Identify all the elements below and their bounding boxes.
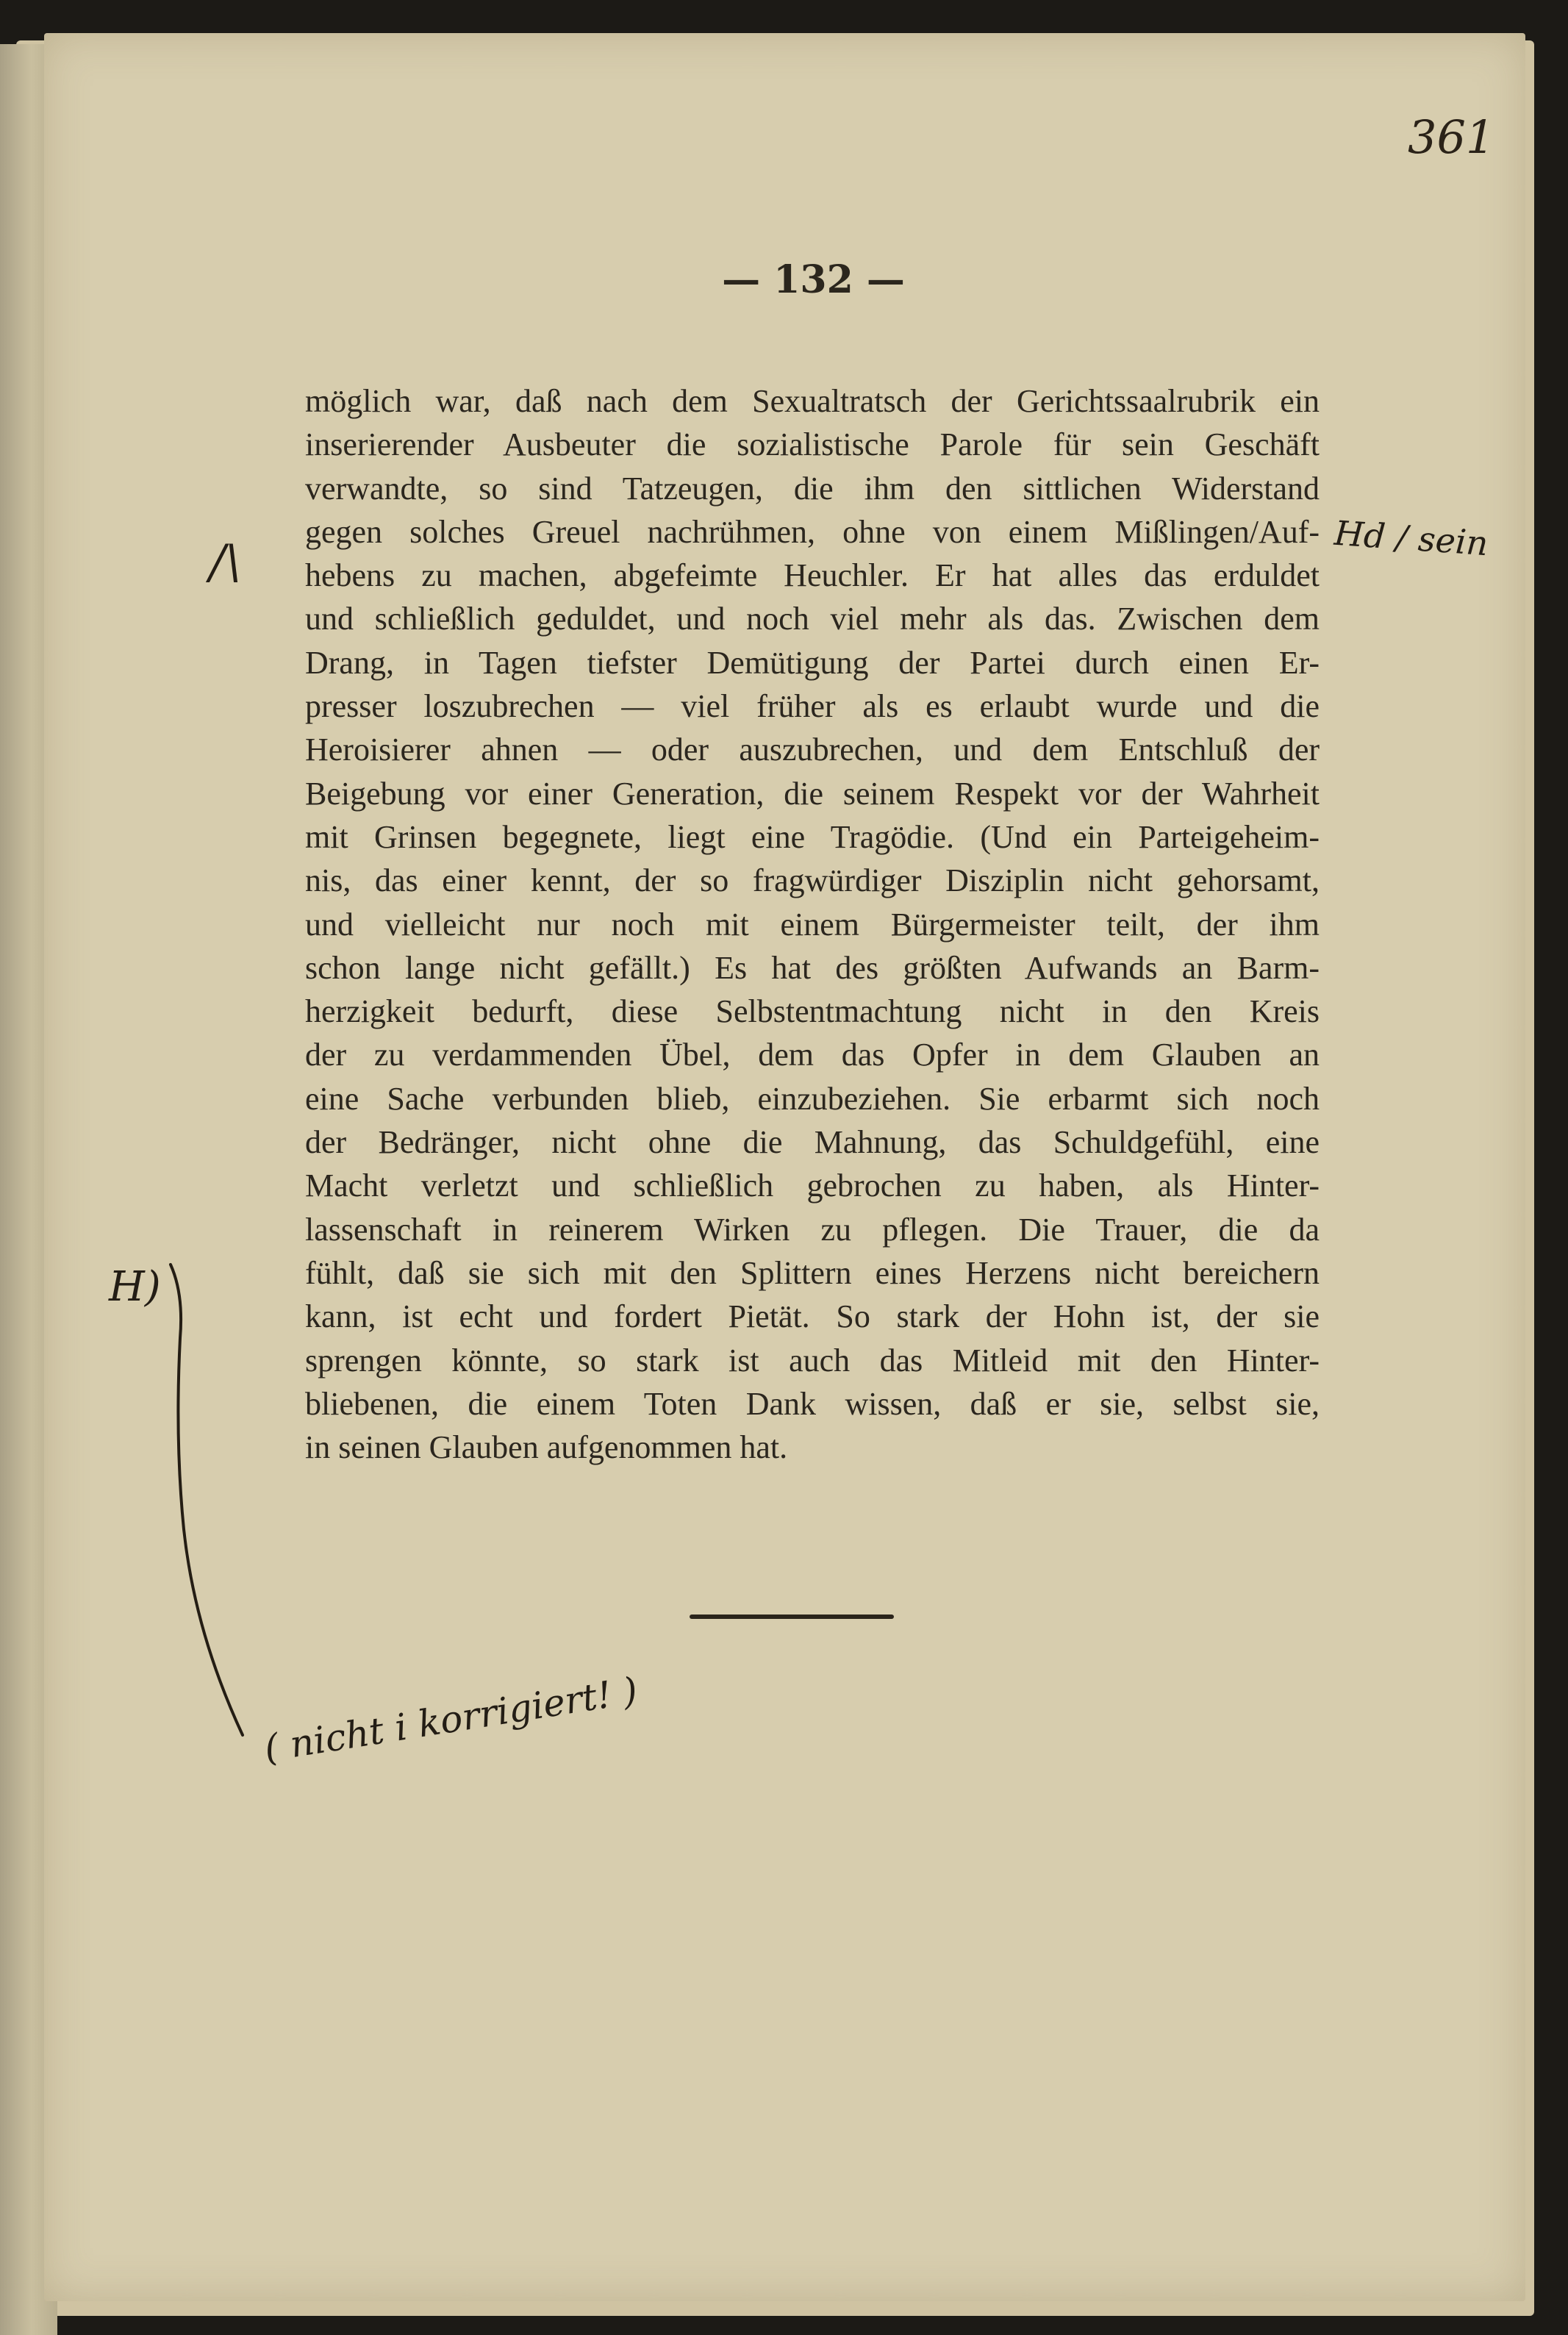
text-line: sprengen könnte, so stark ist auch das Mitleid mit den Hinter- xyxy=(305,1342,1320,1379)
text-line: in seinen Glauben aufgenommen hat. xyxy=(305,1429,788,1466)
text-line: Heroisierer ahnen — oder auszubrechen, und dem Entschluß der xyxy=(305,732,1320,768)
text-line: mit Grinsen begegnete, liegt eine Tragödie. (Und ein Parteigeheim- xyxy=(305,818,1320,855)
text-line: möglich war, daß nach dem Sexualtratsch der Gerichtssaalrubrik ein xyxy=(305,383,1320,419)
text-line: verwandte, so sind Tatzeugen, die ihm den sittlichen Widerstand xyxy=(305,470,1320,507)
text-line: schon lange nicht gefällt.) Es hat des größten Aufwands an Barm- xyxy=(305,949,1320,986)
margin-pen-stroke xyxy=(162,1250,265,1750)
text-line: und schließlich geduldet, und noch viel mehr als das. Zwischen dem xyxy=(305,601,1320,637)
text-line: hebens zu machen, abgefeimte Heuchler. Er hat alles das erduldet xyxy=(305,557,1320,594)
text-line: Beigebung vor einer Generation, die seinem Respekt vor der Wahrheit xyxy=(305,775,1320,812)
text-line: der Bedränger, nicht ohne die Mahnung, das Schuldgefühl, eine xyxy=(305,1124,1320,1161)
text-line: und vielleicht nur noch mit einem Bürgermeister teilt, der ihm xyxy=(305,906,1320,943)
text-line: fühlt, daß sie sich mit den Splittern eines Herzens nicht bereichern xyxy=(305,1254,1320,1291)
text-line: kann, ist echt und fordert Pietät. So stark der Hohn ist, der sie xyxy=(305,1298,1320,1335)
margin-annotation-left-2: H) xyxy=(109,1263,161,1311)
page-number: — 132 — xyxy=(722,257,905,302)
handwritten-note: ( nicht i korrigiert! ) xyxy=(261,1669,641,1770)
folio-mark: 361 xyxy=(1408,110,1495,164)
margin-annotation-left-1: /\ xyxy=(210,535,242,590)
text-line: nis, das einer kennt, der so fragwürdiger Disziplin nicht gehorsamt, xyxy=(305,862,1320,899)
body-text xyxy=(305,379,1320,1469)
text-line: Macht verletzt und schließlich gebrochen zu haben, als Hinter- xyxy=(305,1168,1320,1204)
text-line: Drang, in Tagen tiefster Demütigung der Partei durch einen Er- xyxy=(305,644,1320,681)
text-line: lassenschaft in reinerem Wirken zu pflegen. Die Trauer, die da xyxy=(305,1211,1320,1248)
text-line: presser loszubrechen — viel früher als es erlaubt wurde und die xyxy=(305,688,1320,725)
margin-annotation-right: Hd / sein xyxy=(1333,512,1490,564)
text-line: inserierender Ausbeuter die sozialistische Parole für sein Geschäft xyxy=(305,426,1320,463)
closing-rule xyxy=(690,1615,894,1619)
text-line: herzigkeit bedurft, diese Selbstentmachtung nicht in den Kreis xyxy=(305,993,1320,1030)
text-line: bliebenen, die einem Toten Dank wissen, daß er sie, selbst sie, xyxy=(305,1385,1320,1422)
text-line: gegen solches Greuel nachrühmen, ohne von einem Mißlingen/Auf- xyxy=(305,513,1320,550)
text-line: der zu verdammenden Übel, dem das Opfer in dem Glauben an xyxy=(305,1037,1320,1073)
text-line: eine Sache verbunden blieb, einzubeziehen. Sie erbarmt sich noch xyxy=(305,1080,1320,1117)
